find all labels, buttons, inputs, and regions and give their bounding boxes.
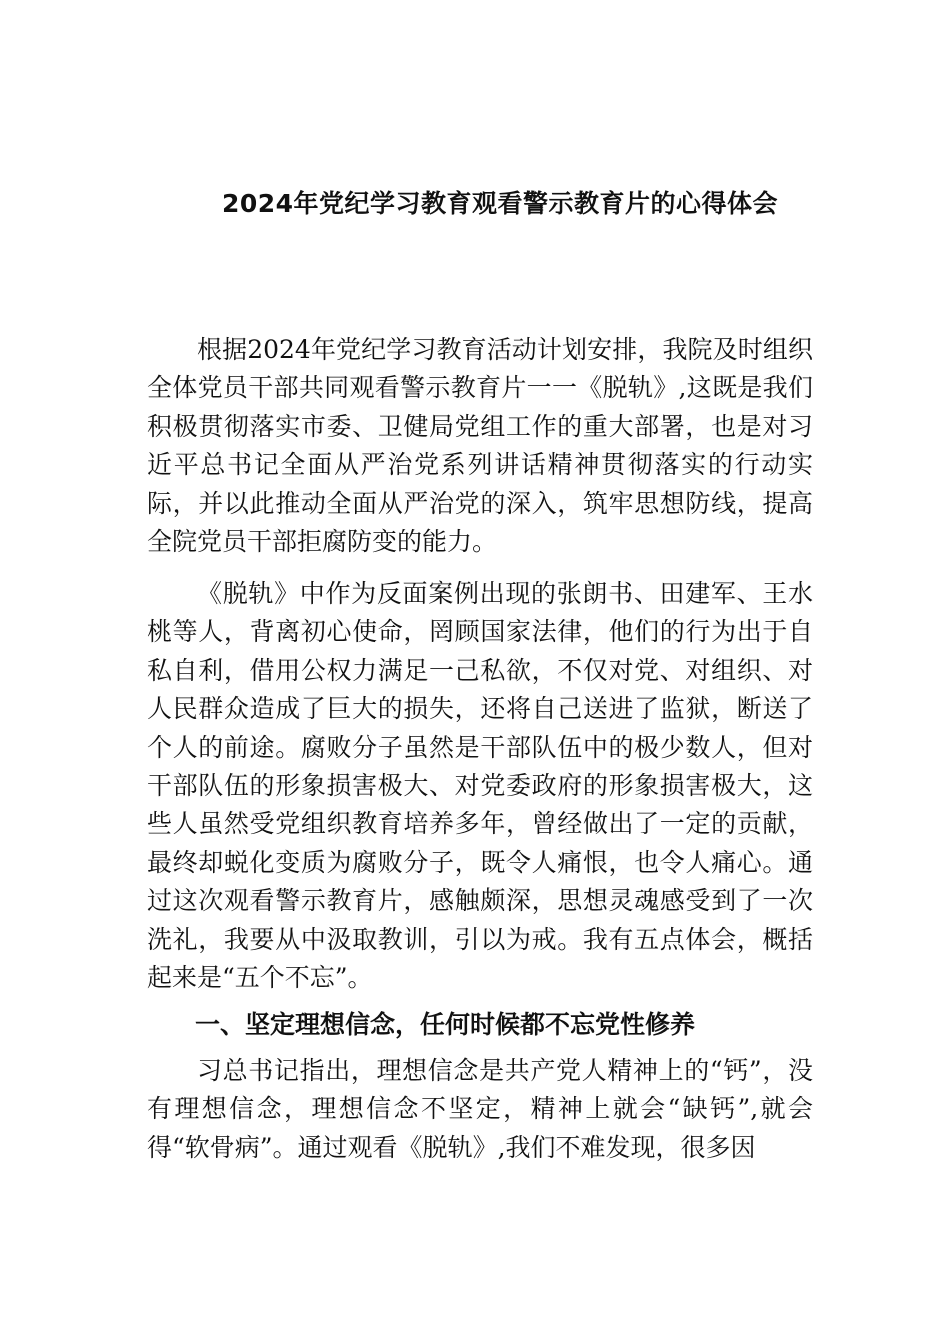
paragraph-intro: 根据2024年党纪学习教育活动计划安排，我院及时组织全体党员干部共同观看警示教育片一一《脱轨》,这既是我们积极贯彻落实市委、卫健局党组工作的重大部署，也是对习近平总书记全面从严治党系列讲话精神贯彻落实的行动实际，并以此推动全面从严治党的深入，筑牢思想防线，提高全院党员干部拒腐防变的能力。 [147, 335, 813, 557]
document-title: 2024年党纪学习教育观看警示教育片的心得体会 [221, 188, 779, 218]
section-heading-one: 一、坚定理想信念，任何时候都不忘党性修养 [195, 1010, 696, 1039]
paragraph-section-one: 习总书记指出，理想信念是共产党人精神上的“钙”，没有理想信念，理想信念不坚定，精神上就会“缺钙”,就会得“软骨病”。通过观看《脱轨》,我们不难发现，很多因 [147, 1056, 813, 1162]
paragraph-case-analysis: 《脱轨》中作为反面案例出现的张朗书、田建军、王水桃等人，背离初心使命，罔顾国家法律，他们的行为出于自私自利，借用公权力满足一己私欲，不仅对党、对组织、对人民群众造成了巨大的损失，还将自己送进了监狱，断送了个人的前途。腐败分子虽然是干部队伍中的极少数人，但对干部队伍的形象损害极大、对党委政府的形象损害极大，这些人虽然受党组织教育培养多年，曾经做出了一定的贡献，最终却蜕化变质为腐败分子，既令人痛恨，也令人痛心。通过这次观看警示教育片，感触颇深，思想灵魂感受到了一次洗礼，我要从中汲取教训，引以为戒。我有五点体会，概括起来是“五个不忘”。 [147, 579, 813, 993]
